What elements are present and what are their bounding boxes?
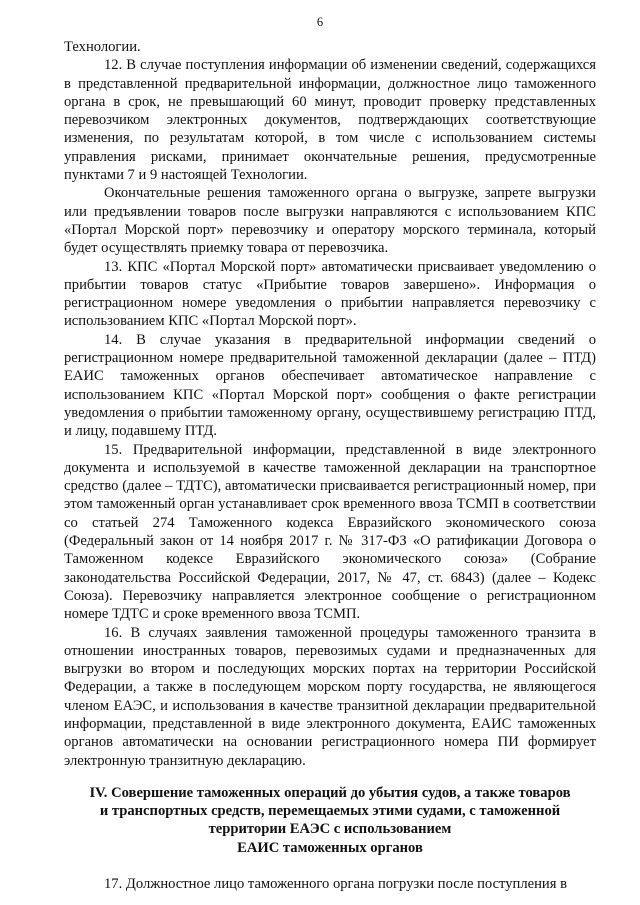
page-number: 6 — [316, 15, 324, 29]
paragraph-12: 12. В случае поступления информации об изменении сведений, содержащихся в представленной предварительной информации, должностное лицо таможенного органа в срок, не превышающий 60 минут, проводит проверку представленных перевозчиком электронных документов, подтверждающих соответствующие изменения, по результатам которой, в том числе с использованием системы управления рисками, принимает окончательные решения, предусмотренные пунктами 7 и 9 настоящей Технологии. — [64, 57, 596, 184]
document-body — [64, 38, 596, 893]
paragraph-13: 13. КПС «Портал Морской порт» автоматически присваивает уведомлению о прибытии товаров статус «Прибытие товаров завершено». Информация о регистрационном номере уведомления о прибытии направляется перевозчику с использованием КПС «Портал Морской порт». — [64, 258, 596, 330]
section-heading-line: территории ЕАЭС с использованием — [208, 821, 452, 838]
paragraph-continuation: Технологии. — [64, 39, 141, 55]
paragraph-17: 17. Должностное лицо таможенного органа погрузки после поступления в — [104, 876, 567, 893]
section-heading-iv — [64, 784, 596, 857]
paragraph-12-final-decisions: Окончательные решения таможенного органа о выгрузке, запрете выгрузки или предъявлении товаров после выгрузки направляются с использованием КПС «Портал Морской порт» перевозчику и оператору морского терминала, который будет осуществлять приемку товара от перевозчика. — [64, 185, 596, 257]
paragraph-16: 16. В случаях заявления таможенной процедуры таможенного транзита в отношении иностранных товаров, перевозимых судами и предназначенных для выгрузки во втором и последующих морских портах на территории Российской Федерации, а также в последующем морском порту государства, не являющегося членом ЕАЭС, и использования в качестве транзитной декларации предварительной информации, представленной в виде электронного документа, ЕАИС таможенных органов автоматически на основании регистрационного номера ПИ формирует электронную транзитную декларацию. — [64, 624, 596, 769]
section-heading-line: ЕАИС таможенных органов — [237, 839, 423, 856]
paragraph-15: 15. Предварительной информации, представленной в виде электронного документа и используемой в качестве таможенной декларации на транспортное средство (далее – ТДТС), автоматически присваивается регистрационный номер, при этом таможенный орган устанавливает срок временного ввоза ТСМП в соответствии со статьей 274 Таможенного кодекса Евразийского экономического союза (Федеральный закон от 14 ноября 2017 г. № 317-ФЗ «О ратификации Договора о Таможенном кодексе Евразийского экономического союза» (Собрание законодательства Российской Федерации, 2017, № 47, ст. 6843) (далее – Кодекс Союза). Перевозчику направляется электронное сообщение о регистрационном номере ТДТС и сроке временного ввоза ТСМП. — [64, 441, 596, 623]
section-heading-line: и транспортных средств, перемещаемых этими судами, с таможенной — [99, 803, 561, 820]
paragraph-14: 14. В случае указания в предварительной информации сведений о регистрационном номере предварительной таможенной декларации (далее – ПТД) ЕАИС таможенных органов обеспечивает автоматическое направление с использованием КПС «Портал Морской порт» сообщения о факте регистрации уведомления о прибытии таможенному органу, осуществившему регистрацию ПТД, и лицу, подавшему ПТД. — [64, 331, 596, 440]
section-heading-line: IV. Совершение таможенных операций до убытия судов, а также товаров — [89, 784, 571, 801]
